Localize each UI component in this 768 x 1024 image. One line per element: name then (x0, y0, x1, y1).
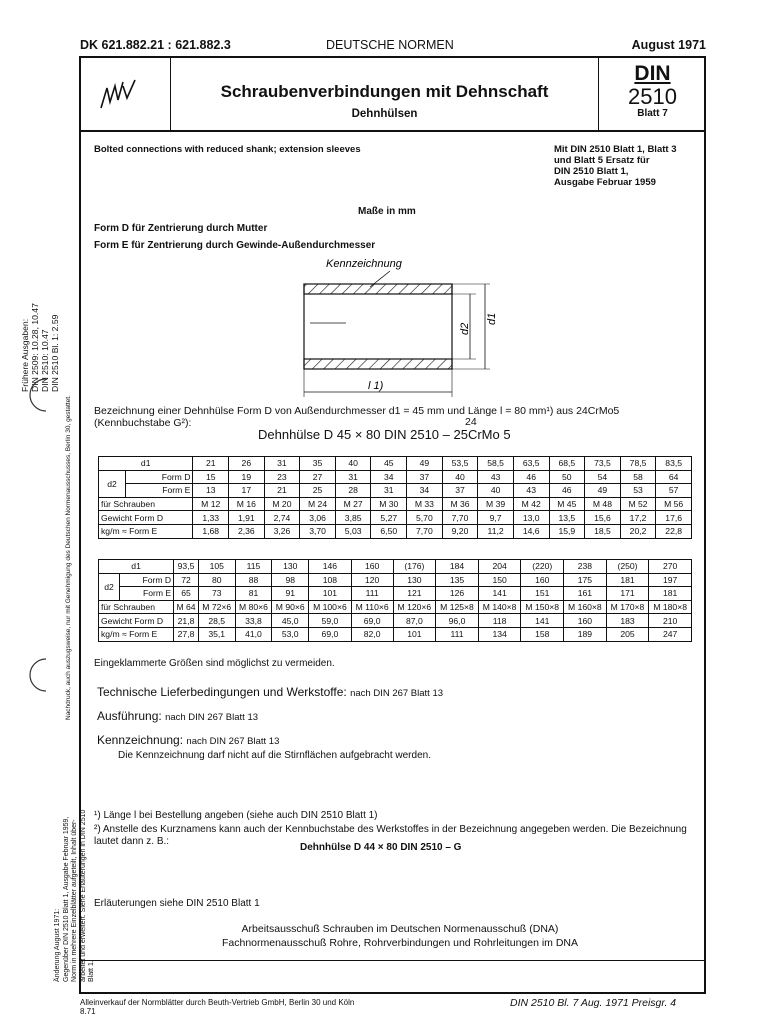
table-row (99, 627, 692, 641)
value-cell: 13,0 (513, 511, 549, 525)
committee-line: Fachnormenausschuß Rohre, Rohrverbindungen und Rohrleitungen im DNA (221, 937, 579, 949)
value-cell: M 80×6 (235, 600, 272, 614)
value-cell: 21,8 (174, 614, 199, 628)
value-cell: 2,36 (229, 524, 265, 538)
dimension-table-2 (98, 559, 692, 642)
side-line: Frühere Ausgaben: (20, 318, 30, 392)
value-cell: M 150×8 (521, 600, 564, 614)
value-cell: 28,5 (198, 614, 235, 628)
d1-cell: 49 (407, 457, 443, 471)
value-cell: 40 (442, 470, 478, 484)
value-cell: M 180×8 (649, 600, 692, 614)
value-cell: 73 (198, 587, 235, 601)
value-cell: M 30 (371, 497, 407, 511)
value-cell: 3,70 (300, 524, 336, 538)
committee-line: Arbeitsausschuß Schrauben im Deutschen Normenausschuß (DNA) (241, 923, 559, 935)
replacement-line: Ausgabe Februar 1959 (554, 177, 656, 188)
value-cell: 5,03 (335, 524, 371, 538)
din-label: DIN (634, 62, 671, 85)
value-cell: 118 (478, 614, 521, 628)
footnote-1: ¹) Länge l bei Bestellung angeben (siehe auch DIN 2510 Blatt 1) (94, 810, 378, 821)
d1-cell: (220) (521, 560, 564, 574)
value-cell: 96,0 (436, 614, 479, 628)
footer-left (80, 998, 354, 1016)
value-cell: 27,8 (174, 627, 199, 641)
value-cell: 7,70 (442, 511, 478, 525)
replacement-note (554, 144, 676, 188)
footnote-2: ²) Anstelle des Kurznamens kann auch der Kennbuchstabe des Werkstoffes in der Bezeichnung angegeben werden. Die Bezeichnung lautet dann z. B.: (94, 824, 687, 847)
value-cell: 43 (513, 484, 549, 498)
value-cell: M 36 (442, 497, 478, 511)
replacement-line: Mit DIN 2510 Blatt 1, Blatt 3 (554, 144, 677, 155)
value-cell: M 56 (656, 497, 692, 511)
value-cell: M 24 (300, 497, 336, 511)
footer-line: 8.71 (80, 1007, 96, 1016)
footer-right: DIN 2510 Bl. 7 Aug. 1971 Preisgr. 4 (510, 997, 677, 1009)
value-cell: 5,70 (407, 511, 443, 525)
table-row (99, 560, 692, 574)
table-row (99, 573, 692, 587)
value-cell: 150 (478, 573, 521, 587)
d2-label-cell: d2 (99, 470, 126, 497)
row-label: für Schrauben (99, 497, 193, 511)
d1-cell: 63,5 (513, 457, 549, 471)
upper-wall (304, 284, 452, 294)
value-cell: 160 (564, 614, 607, 628)
d1-cell: 73,5 (585, 457, 621, 471)
value-cell: 41,0 (235, 627, 272, 641)
value-cell: 3,85 (335, 511, 371, 525)
d1-cell: 146 (309, 560, 352, 574)
value-cell: 161 (564, 587, 607, 601)
lower-wall (304, 359, 452, 369)
value-cell: 21 (264, 484, 300, 498)
value-cell: 18,5 (585, 524, 621, 538)
d1-cell: 83,5 (656, 457, 692, 471)
norm-heading: DEUTSCHE NORMEN (326, 38, 454, 52)
table-row (99, 457, 692, 471)
side-line: DIN 2510: 10.47 (40, 329, 50, 392)
d1-cell: 93,5 (174, 560, 199, 574)
value-cell: M 64 (174, 600, 199, 614)
d1-cell: 26 (229, 457, 265, 471)
row-label: kg/m ≈ Form E (99, 627, 174, 641)
value-cell: 37 (407, 470, 443, 484)
value-cell: 13 (193, 484, 229, 498)
value-cell: 72 (174, 573, 199, 587)
execution-section (97, 709, 258, 723)
d1-cell: 45 (371, 457, 407, 471)
bracket-note: Eingeklammerte Größen sind möglichst zu vermeiden. (94, 658, 335, 669)
reprint-note: Nachdruck, auch auszugsweise, nur mit Genehmigung des Deutschen Normenausschusses, Berlin 30, gestattet. (65, 395, 72, 720)
value-cell: 175 (564, 573, 607, 587)
value-cell: 111 (436, 627, 479, 641)
value-cell: 50 (549, 470, 585, 484)
value-cell: 28 (335, 484, 371, 498)
row-label: Form E (120, 587, 174, 601)
value-cell: 34 (371, 470, 407, 484)
logo-cell (79, 56, 171, 132)
value-cell: 46 (513, 470, 549, 484)
value-cell: 31 (371, 484, 407, 498)
value-cell: 40 (478, 484, 514, 498)
side-line: DIN 2510 Bl. 1: 2.59 (50, 314, 60, 392)
value-cell: 25 (300, 484, 336, 498)
value-cell: 151 (521, 587, 564, 601)
side-line: Änderung August 1971: (54, 908, 61, 982)
value-cell: 69,0 (309, 627, 352, 641)
sleeve-drawing (290, 255, 520, 405)
value-cell: 181 (606, 573, 649, 587)
value-cell: 2,74 (264, 511, 300, 525)
form-d-heading: Form D für Zentrierung durch Mutter (94, 223, 268, 234)
value-cell: 205 (606, 627, 649, 641)
d1-cell: 270 (649, 560, 692, 574)
value-cell: 135 (436, 573, 479, 587)
row-label: Gewicht Form D (99, 614, 174, 628)
value-cell: 101 (393, 627, 436, 641)
section-label: Technische Lieferbedingungen und Werkstoffe: (97, 685, 347, 699)
form-e-heading: Form E für Zentrierung durch Gewinde-Außendurchmesser (94, 240, 376, 251)
value-cell: 5,27 (371, 511, 407, 525)
value-cell: M 42 (513, 497, 549, 511)
value-cell: M 170×8 (606, 600, 649, 614)
value-cell: 189 (564, 627, 607, 641)
value-cell: 19 (229, 470, 265, 484)
value-cell: 171 (606, 587, 649, 601)
value-cell: 9,7 (478, 511, 514, 525)
designation-note: Bezeichnung einer Dehnhülse Form D von Außendurchmesser d1 = 45 mm und Länge l = 80 mm¹) aus 24CrMo5 (Kennbuchstabe G²): (94, 405, 620, 429)
section-value: nach DIN 267 Blatt 13 (165, 712, 259, 723)
value-cell: 7,70 (407, 524, 443, 538)
d1-cell: 78,5 (620, 457, 656, 471)
bottom-divider (79, 960, 706, 961)
value-cell: 17 (229, 484, 265, 498)
section-value: nach DIN 267 Blatt 13 (186, 736, 280, 747)
value-cell: 57 (656, 484, 692, 498)
value-cell: 11,2 (478, 524, 514, 538)
value-cell: M 100×6 (309, 600, 352, 614)
section-label: Kennzeichnung: (97, 733, 184, 747)
value-cell: M 52 (620, 497, 656, 511)
value-cell: 64 (656, 470, 692, 484)
din-sheet: Blatt 7 (637, 108, 668, 119)
value-cell: 82,0 (351, 627, 393, 641)
value-cell: 81 (235, 587, 272, 601)
dimension-table-1 (98, 456, 692, 539)
value-cell: M 90×6 (272, 600, 309, 614)
value-cell: 65 (174, 587, 199, 601)
table-row (99, 497, 692, 511)
section-label: Ausführung: (97, 709, 162, 723)
marking-section (97, 733, 279, 747)
page-title: Schraubenverbindungen mit Dehnschaft (220, 82, 549, 101)
value-cell: 87,0 (393, 614, 436, 628)
replacement-line: DIN 2510 Blatt 1, (554, 166, 629, 177)
d1-cell: 40 (335, 457, 371, 471)
side-line: Blatt 1. (88, 960, 95, 982)
side-line: DIN 2509: 10.28, 10.47 (30, 303, 40, 392)
value-cell: 1,68 (193, 524, 229, 538)
value-cell: 35,1 (198, 627, 235, 641)
value-cell: 23 (264, 470, 300, 484)
d1-label: d1 (486, 312, 498, 325)
value-cell: M 140×8 (478, 600, 521, 614)
value-cell: 181 (649, 587, 692, 601)
value-cell: 14,6 (513, 524, 549, 538)
d1-cell: 68,5 (549, 457, 585, 471)
value-cell: 158 (521, 627, 564, 641)
d1-cell: 115 (235, 560, 272, 574)
header-cell: d1 (99, 457, 193, 471)
value-cell: 111 (351, 587, 393, 601)
table-row (99, 587, 692, 601)
explanations-note: Erläuterungen siehe DIN 2510 Blatt 1 (94, 898, 260, 909)
table-row (99, 511, 692, 525)
page-subtitle: Dehnhülsen (351, 108, 418, 120)
value-cell: M 120×6 (393, 600, 436, 614)
row-label: Gewicht Form D (99, 511, 193, 525)
value-cell: 20,2 (620, 524, 656, 538)
value-cell: 13,5 (549, 511, 585, 525)
value-cell: M 16 (229, 497, 265, 511)
value-cell: 130 (393, 573, 436, 587)
value-cell: M 39 (478, 497, 514, 511)
d1-cell: (176) (393, 560, 436, 574)
units-note: Maße in mm (358, 206, 416, 217)
header-cell: d1 (99, 560, 174, 574)
marking-label: Kennzeichnung (326, 258, 402, 270)
footnote-2-example: Dehnhülse D 44 × 80 DIN 2510 – G (300, 842, 462, 853)
value-cell: 33,8 (235, 614, 272, 628)
table-row (99, 614, 692, 628)
value-cell: M 110×6 (351, 600, 393, 614)
replacement-line: und Blatt 5 Ersatz für (554, 155, 650, 166)
value-cell: 34 (407, 484, 443, 498)
value-cell: 108 (309, 573, 352, 587)
table-row (99, 524, 692, 538)
punch-hole-icon (24, 375, 54, 415)
d1-cell: (250) (606, 560, 649, 574)
value-cell: 210 (649, 614, 692, 628)
value-cell: 197 (649, 573, 692, 587)
value-cell: 126 (436, 587, 479, 601)
value-cell: 160 (521, 573, 564, 587)
value-cell: 3,06 (300, 511, 336, 525)
designation-example: Dehnhülse D 45 × 80 DIN 2510 – 25CrMo 5 (258, 427, 511, 442)
d2-label-cell: d2 (99, 573, 120, 600)
row-label: Form D (120, 573, 174, 587)
value-cell: 59,0 (309, 614, 352, 628)
value-cell: 15,9 (549, 524, 585, 538)
english-title: Bolted connections with reduced shank; extension sleeves (94, 144, 361, 155)
value-cell: M 12 (193, 497, 229, 511)
section-value: nach DIN 267 Blatt 13 (350, 688, 444, 699)
value-cell: 17,6 (656, 511, 692, 525)
value-cell: 121 (393, 587, 436, 601)
d1-cell: 238 (564, 560, 607, 574)
value-cell: 27 (300, 470, 336, 484)
d1-cell: 130 (272, 560, 309, 574)
d1-cell: 21 (193, 457, 229, 471)
d1-cell: 35 (300, 457, 336, 471)
marking-note: Die Kennzeichnung darf nicht auf die Stirnflächen aufgebracht werden. (118, 750, 431, 761)
value-cell: 98 (272, 573, 309, 587)
side-line: arbeitet und erweitert. Siehe Erläuterungen in DIN 2510 (79, 809, 87, 982)
designation-correction: 24 (465, 416, 477, 428)
value-cell: 53 (620, 484, 656, 498)
value-cell: 141 (521, 614, 564, 628)
value-cell: 69,0 (351, 614, 393, 628)
value-cell: M 20 (264, 497, 300, 511)
d1-cell: 160 (351, 560, 393, 574)
value-cell: 1,91 (229, 511, 265, 525)
value-cell: M 72×6 (198, 600, 235, 614)
row-label: Form D (126, 470, 193, 484)
value-cell: 183 (606, 614, 649, 628)
value-cell: 31 (335, 470, 371, 484)
value-cell: 17,2 (620, 511, 656, 525)
delivery-section (97, 685, 443, 699)
value-cell: 1,33 (193, 511, 229, 525)
value-cell: M 48 (585, 497, 621, 511)
value-cell: 247 (649, 627, 692, 641)
value-cell: 15 (193, 470, 229, 484)
value-cell: M 33 (407, 497, 443, 511)
value-cell: 46 (549, 484, 585, 498)
value-cell: 49 (585, 484, 621, 498)
handwritten-signature (79, 56, 171, 132)
table-row (99, 470, 692, 484)
value-cell: M 125×8 (436, 600, 479, 614)
d1-cell: 105 (198, 560, 235, 574)
value-cell: 53,0 (272, 627, 309, 641)
footer-line: Alleinverkauf der Normblätter durch Beuth-Vertrieb GmbH, Berlin 30 und Köln (80, 998, 355, 1007)
table-row (99, 600, 692, 614)
value-cell: 15,6 (585, 511, 621, 525)
punch-hole-icon (24, 655, 54, 695)
din-number-box (598, 56, 706, 132)
table-row (99, 484, 692, 498)
value-cell: 88 (235, 573, 272, 587)
value-cell: 58 (620, 470, 656, 484)
side-line: Gegenüber DIN 2510 Blatt 1, Ausgabe Februar 1959, (62, 816, 70, 982)
value-cell: 6,50 (371, 524, 407, 538)
issue-date: August 1971 (631, 38, 706, 52)
value-cell: 120 (351, 573, 393, 587)
side-line: Norm in mehrere Einzelblätter aufgeteilt, Inhalt über- (71, 819, 78, 982)
value-cell: M 45 (549, 497, 585, 511)
row-label: kg/m ≈ Form E (99, 524, 193, 538)
row-label: Form E (126, 484, 193, 498)
value-cell: M 160×8 (564, 600, 607, 614)
value-cell: 54 (585, 470, 621, 484)
d1-cell: 58,5 (478, 457, 514, 471)
value-cell: 141 (478, 587, 521, 601)
value-cell: M 27 (335, 497, 371, 511)
value-cell: 9,20 (442, 524, 478, 538)
value-cell: 101 (309, 587, 352, 601)
din-number: 2510 (628, 84, 677, 109)
l-label: l 1) (368, 380, 384, 392)
row-label: für Schrauben (99, 600, 174, 614)
value-cell: 37 (442, 484, 478, 498)
d1-cell: 204 (478, 560, 521, 574)
value-cell: 91 (272, 587, 309, 601)
change-note (54, 810, 97, 982)
d1-cell: 53,5 (442, 457, 478, 471)
value-cell: 43 (478, 470, 514, 484)
value-cell: 3,26 (264, 524, 300, 538)
value-cell: 45,0 (272, 614, 309, 628)
value-cell: 134 (478, 627, 521, 641)
value-cell: 80 (198, 573, 235, 587)
value-cell: 22,8 (656, 524, 692, 538)
d2-label: d2 (459, 322, 471, 335)
dk-number: DK 621.882.21 : 621.882.3 (80, 38, 231, 52)
d1-cell: 184 (436, 560, 479, 574)
d1-cell: 31 (264, 457, 300, 471)
